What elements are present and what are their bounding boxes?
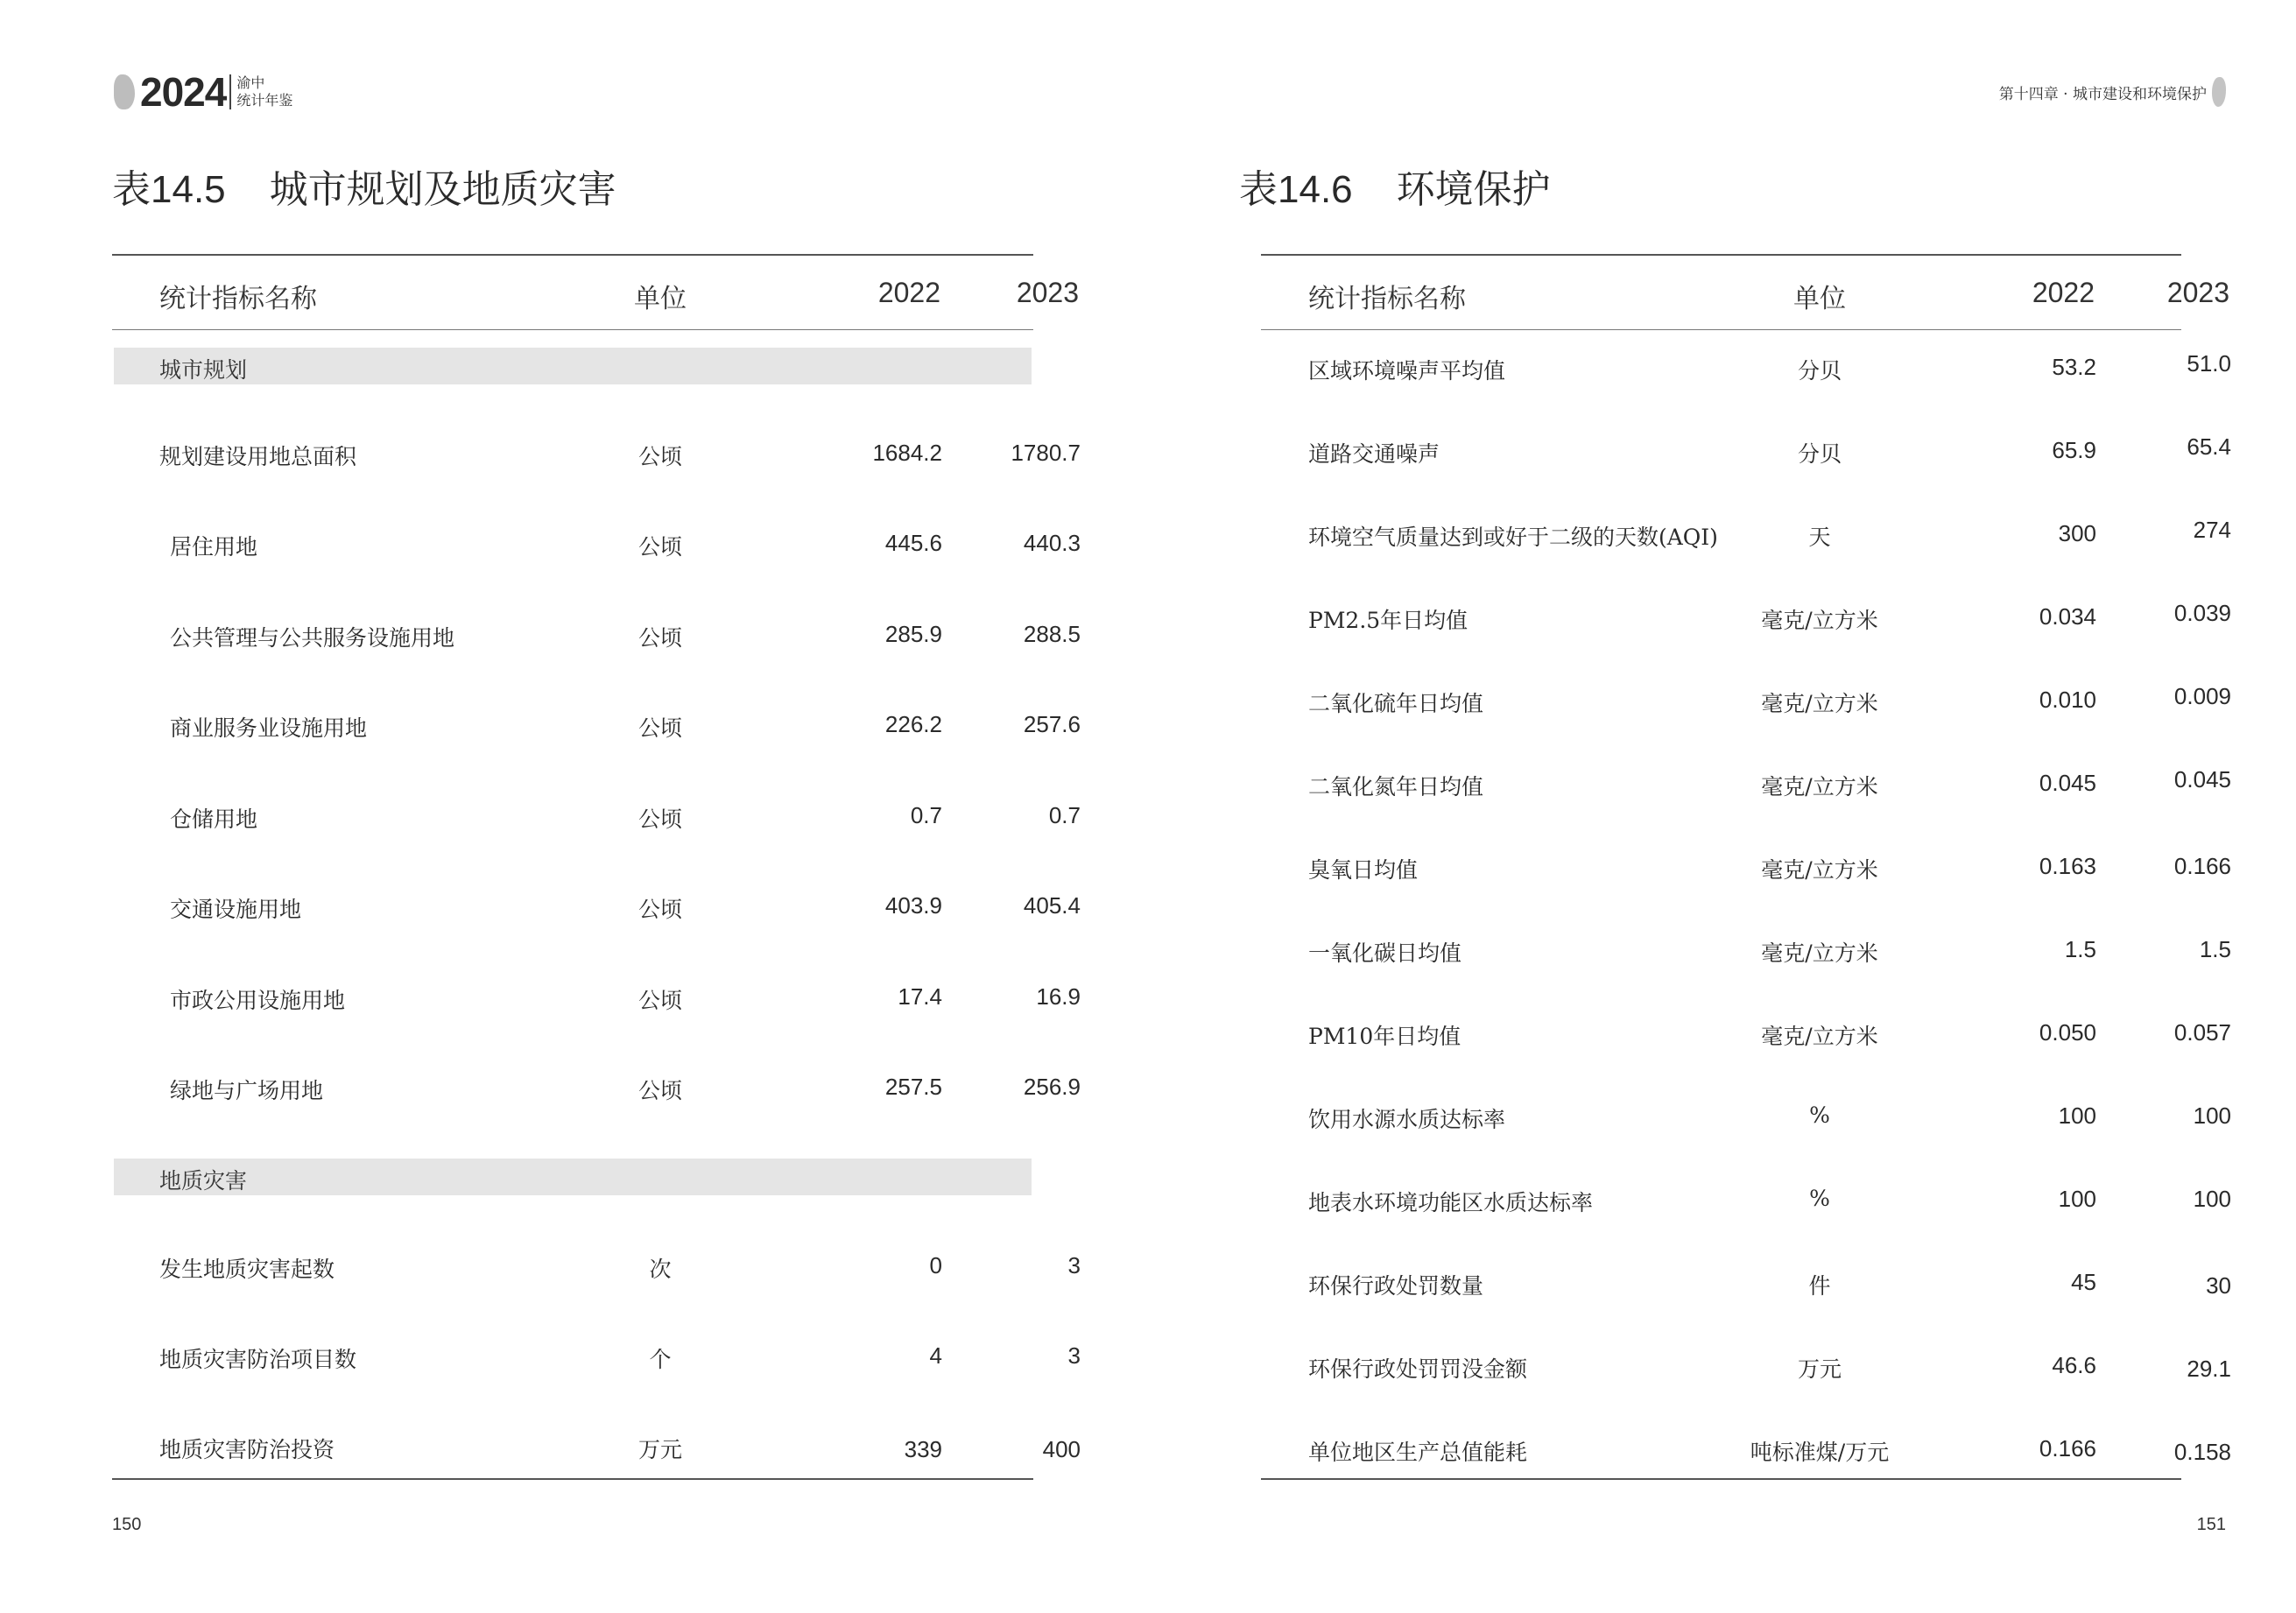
indicator-unit: 吨标准煤/万元 [1750,1440,1890,1465]
value-2023: 1.5 [2199,936,2231,962]
indicator-name: 地质灾害防治项目数 [159,1347,357,1372]
value-2022: 0.166 [2039,1435,2096,1462]
indicator-name: PM2.5年日均值 [1308,608,1468,633]
indicator-name: 环保行政处罚罚没金额 [1308,1356,1528,1382]
indicator-unit: 万元 [1797,1356,1842,1382]
table-row [1261,342,2231,394]
table-row [1261,425,2231,477]
table-row [112,1240,1081,1293]
environmental-protection-table [1261,254,2231,1480]
table-row [112,971,1081,1024]
value-2023: 0.009 [2173,683,2231,709]
value-2022: 0 [929,1252,942,1278]
indicator-name: 商业服务业设施用地 [170,715,368,741]
section-header-urban-planning [114,348,1032,384]
indicator-name: 道路交通噪声 [1308,441,1440,467]
table-row [112,1061,1081,1114]
value-2023: 100 [2193,1186,2231,1212]
value-2022: 300 [2058,520,2096,546]
indicator-name: 地质灾害防治投资 [159,1437,335,1462]
indicator-name: 居住用地 [170,534,258,560]
table-row [112,880,1081,933]
value-2023: 0.158 [2173,1439,2231,1465]
table-row [1261,1423,2231,1476]
table-row [112,699,1081,751]
value-2023: 100 [2193,1102,2231,1129]
indicator-unit: % [1809,1186,1830,1211]
value-2023: 0.045 [2173,766,2231,792]
indicator-unit: 分贝 [1797,441,1842,467]
value-2022: 1.5 [2064,936,2096,962]
value-2023: 400 [1042,1436,1081,1462]
value-2023: 274 [2193,517,2231,543]
table-title-text: 城市规划及地质灾害 [269,167,616,212]
indicator-unit: 毫克/立方米 [1761,691,1878,716]
right-page [1148,0,2296,1613]
value-2023: 65.4 [2187,433,2231,460]
value-2022: 1684.2 [872,440,942,466]
column-header-2022: 2022 [877,277,940,308]
indicator-name: 环保行政处罚数量 [1308,1273,1484,1299]
table-row [1261,508,2231,560]
indicator-name: 环境空气质量达到或好于二级的天数(AQI) [1308,525,1718,550]
indicator-unit: 天 [1808,525,1831,550]
indicator-name: 区域环境噪声平均值 [1308,358,1506,384]
value-2022: 285.9 [884,621,942,647]
value-2022: 53.2 [2052,354,2096,380]
column-header-2023: 2023 [2166,277,2229,308]
indicator-name: 一氧化碳日均值 [1308,940,1462,966]
column-header-name: 统计指标名称 [1308,284,1466,314]
value-2022: 0.163 [2039,853,2096,879]
value-2023: 440.3 [1023,530,1081,556]
table-row [112,1330,1081,1383]
table-row [1261,757,2231,810]
indicator-name: 交通设施用地 [170,897,302,922]
logo-year: 2024 [140,69,227,115]
table-row [112,518,1081,570]
indicator-name: 地表水环境功能区水质达标率 [1308,1190,1594,1215]
table-title-14-6 [1239,158,1551,214]
value-2023: 257.6 [1023,711,1081,737]
value-2022: 4 [929,1342,942,1369]
value-2022: 339 [904,1436,942,1462]
table-row [112,427,1081,480]
chapter-title: 第十四章 · 城市建设和环境保护 [1998,85,2207,103]
value-2023: 30 [2206,1272,2231,1299]
indicator-name: 公共管理与公共服务设施用地 [170,625,455,651]
column-header-unit: 单位 [634,284,687,314]
indicator-name: 饮用水源水质达标率 [1308,1107,1506,1132]
logo-divider [229,74,231,109]
value-2022: 45 [2071,1269,2096,1295]
value-2023: 0.057 [2173,1019,2231,1046]
indicator-name: 发生地质灾害起数 [159,1257,335,1282]
indicator-unit: 毫克/立方米 [1761,1024,1878,1049]
indicator-unit: 公顷 [637,988,682,1013]
page-number: 151 [2196,1515,2226,1534]
chapter-heading [1999,77,2226,107]
value-2022: 0.034 [2039,603,2096,630]
value-2023: 288.5 [1023,621,1081,647]
table-row [1261,591,2231,644]
value-2023: 16.9 [1036,983,1081,1010]
table-title-text: 环境保护 [1396,167,1551,212]
column-header-unit: 单位 [1793,284,1846,314]
table-title-14-5 [112,158,616,214]
yearbook-logo [114,68,292,116]
indicator-name: 二氧化氮年日均值 [1308,774,1484,799]
indicator-unit: 公顷 [637,534,682,560]
value-2022: 445.6 [884,530,942,556]
indicator-unit: 个 [649,1347,672,1372]
section-header-geological-disasters [114,1159,1032,1195]
chapter-emblem-icon [2212,77,2226,107]
table-header [1261,256,2229,330]
value-2023: 0.039 [2173,600,2231,626]
value-2022: 257.5 [884,1074,942,1100]
indicator-unit: 件 [1808,1273,1831,1299]
indicator-name: 绿地与广场用地 [170,1078,324,1103]
value-2022: 46.6 [2052,1352,2096,1378]
urban-planning-table [112,254,1081,1480]
indicator-name: PM10年日均值 [1308,1024,1461,1049]
table-row [1261,841,2231,893]
section-label: 城市规划 [159,357,248,383]
value-2023: 256.9 [1023,1074,1081,1100]
page-number: 150 [112,1515,142,1534]
indicator-name: 规划建设用地总面积 [159,444,357,469]
logo-emblem-icon [114,74,135,109]
value-2023: 405.4 [1023,892,1081,919]
indicator-unit: 毫克/立方米 [1761,857,1878,883]
value-2023: 51.0 [2187,350,2231,377]
indicator-unit: 公顷 [637,444,682,469]
indicator-name: 市政公用设施用地 [170,988,346,1013]
indicator-unit: 分贝 [1797,358,1842,384]
indicator-unit: 毫克/立方米 [1761,608,1878,633]
table-row [1261,674,2231,727]
value-2022: 403.9 [884,892,942,919]
table-header [112,256,1079,330]
indicator-unit: 公顷 [637,715,682,741]
value-2023: 3 [1067,1342,1081,1369]
value-2022: 0.010 [2039,687,2096,713]
value-2023: 0.7 [1048,802,1081,828]
value-2022: 0.050 [2039,1019,2096,1046]
logo-line-2: 统计年鉴 [236,92,293,109]
value-2022: 226.2 [884,711,942,737]
indicator-unit: 毫克/立方米 [1761,774,1878,799]
indicator-unit: % [1809,1102,1830,1128]
table-number: 表14.5 [112,168,226,211]
table-row [1261,1173,2231,1226]
table-row [112,609,1081,661]
value-2022: 100 [2058,1102,2096,1129]
indicator-name: 仓储用地 [170,806,258,832]
table-row [1261,1007,2231,1060]
table-row [1261,924,2231,976]
value-2022: 65.9 [2052,437,2096,463]
indicator-unit: 公顷 [637,897,682,922]
indicator-unit: 次 [649,1257,672,1282]
indicator-unit: 毫克/立方米 [1761,940,1878,966]
indicator-unit: 公顷 [637,1078,682,1103]
table-row [1261,1340,2231,1392]
value-2022: 0.7 [910,802,942,828]
column-header-2022: 2022 [2032,277,2095,308]
table-row [1261,1090,2231,1143]
indicator-name: 二氧化硫年日均值 [1308,691,1484,716]
logo-subtitle [236,74,292,109]
value-2023: 1780.7 [1011,440,1081,466]
column-header-name: 统计指标名称 [159,284,317,314]
value-2023: 0.166 [2173,853,2231,879]
value-2023: 29.1 [2187,1356,2231,1382]
section-label: 地质灾害 [159,1168,248,1194]
value-2022: 17.4 [898,983,942,1010]
indicator-unit: 公顷 [637,806,682,832]
table-row [1261,1257,2231,1309]
indicator-unit: 万元 [637,1437,682,1462]
value-2022: 0.045 [2039,770,2096,796]
table-row [112,790,1081,842]
indicator-unit: 公顷 [637,625,682,651]
table-number: 表14.6 [1239,168,1353,211]
value-2023: 3 [1067,1252,1081,1278]
logo-line-1: 渝中 [236,74,265,91]
table-row [112,1420,1081,1473]
indicator-name: 单位地区生产总值能耗 [1308,1440,1528,1465]
column-header-2023: 2023 [1016,277,1079,308]
indicator-name: 臭氧日均值 [1308,857,1419,883]
value-2022: 100 [2058,1186,2096,1212]
